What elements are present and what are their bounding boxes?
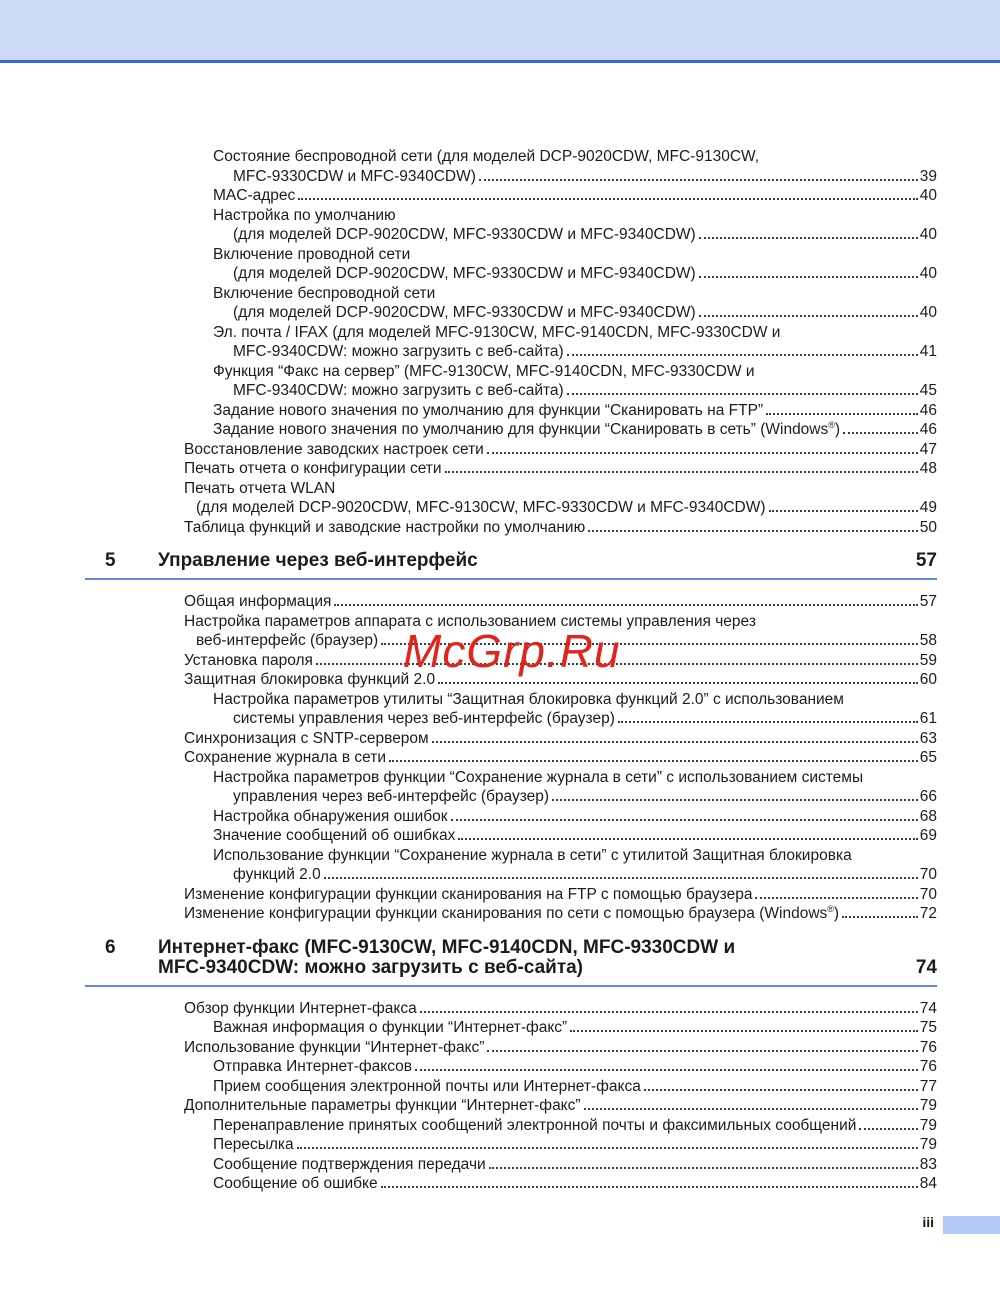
- toc-entry-page: 40: [919, 226, 937, 243]
- toc-entry: [85, 846, 937, 866]
- toc-entry-text: Эл. почта / IFAX (для моделей MFC-9130CW, MFC-9140CDN, MFC-9330CDW и: [213, 323, 781, 341]
- dot-leader: [766, 413, 918, 415]
- toc-entry-text: Состояние беспроводной сети (для моделей DCP-9020CDW, MFC-9130CW,: [213, 148, 760, 165]
- toc-entry-text: Таблица функций и заводские настройки по умолчанию: [184, 518, 586, 536]
- toc-entry: [85, 1155, 937, 1175]
- section-number: 5: [105, 550, 116, 571]
- toc-entry: [85, 729, 937, 749]
- toc-entry-text: функций 2.0: [233, 866, 321, 883]
- toc-entry-page: 77: [919, 1077, 937, 1095]
- toc-entry: [85, 147, 937, 167]
- toc-entry: [85, 459, 937, 479]
- toc-entry: [85, 284, 937, 304]
- toc-entry: [85, 999, 937, 1019]
- dot-leader: [552, 799, 918, 801]
- toc-entry: [85, 709, 937, 729]
- toc-entry-page: 70: [919, 866, 937, 883]
- toc-entry-text: Настройка параметров аппарата с использованием системы управления через: [184, 612, 756, 630]
- toc-entry-page: 46: [919, 401, 937, 419]
- dot-leader: [584, 1108, 918, 1110]
- toc-entry-page: 76: [919, 1038, 937, 1056]
- dot-leader: [487, 452, 918, 454]
- dot-leader: [570, 1030, 918, 1032]
- dot-leader: [567, 393, 918, 395]
- toc-entry-text: Задание нового значения по умолчанию для функции “Сканировать в сеть” (Windows®): [213, 419, 841, 438]
- toc-entry-text: Синхронизация с SNTP-сервером: [184, 729, 429, 747]
- dot-leader: [769, 510, 918, 512]
- toc-entry-text: Значение сообщений об ошибках: [213, 827, 456, 844]
- toc-entry: [85, 381, 937, 401]
- toc-entry-text: Перенаправление принятых сообщений электронной почты и факсимильных сообщений: [213, 1116, 857, 1134]
- toc-entry: [85, 690, 937, 710]
- toc-entry: [85, 826, 937, 846]
- toc-entry-text: Важная информация о функции “Интернет-факс”: [213, 1019, 568, 1036]
- toc-entry-text: Прием сообщения электронной почты или Интернет-факса: [213, 1077, 641, 1095]
- toc-entry-page: 49: [919, 499, 937, 516]
- toc-entry: [85, 1077, 937, 1097]
- toc-entry-text: Общая информация: [184, 593, 332, 610]
- toc-entry-text: MFC-9340CDW: можно загрузить с веб-сайта): [233, 382, 564, 399]
- dot-leader: [843, 432, 918, 434]
- toc-entry: [85, 440, 937, 460]
- section-entries: [85, 999, 937, 1194]
- toc-entry-text: Отправка Интернет-факсов: [213, 1058, 412, 1075]
- dot-leader: [415, 1069, 918, 1071]
- toc-entry: [85, 885, 937, 905]
- toc-entry: [85, 225, 937, 245]
- section-heading: [85, 938, 937, 978]
- toc-entry: [85, 787, 937, 807]
- toc-entry-text: MFC-9330CDW и MFC-9340CDW): [233, 167, 476, 185]
- toc-entry: [85, 518, 937, 538]
- toc-entry-page: 83: [919, 1155, 937, 1173]
- toc-entry-text: Изменение конфигурации функции сканирования по сети с помощью браузера (Windows®): [184, 903, 840, 922]
- dot-leader: [389, 760, 918, 762]
- toc-entry-page: 40: [919, 304, 937, 321]
- toc-entry: [85, 904, 937, 924]
- toc-entry: [85, 1096, 937, 1116]
- toc-entry-text: Печать отчета о конфигурации сети: [184, 460, 442, 477]
- toc-entry-text: (для моделей DCP-9020CDW, MFC-9130CW, MFC-9330CDW и MFC-9340CDW): [196, 499, 766, 516]
- dot-leader: [420, 1011, 918, 1013]
- toc-entry-page: 41: [919, 343, 937, 360]
- toc-entry-page: 70: [919, 885, 937, 903]
- dot-leader: [381, 1186, 918, 1188]
- toc-entry: [85, 342, 937, 362]
- toc-entry: [85, 1135, 937, 1155]
- toc-entry-page: 50: [919, 518, 937, 536]
- toc-entry: [85, 264, 937, 284]
- section-page-number: 74: [915, 956, 937, 978]
- toc-entry-page: 84: [919, 1175, 937, 1192]
- toc-entry-text: Обзор функции Интернет-факса: [184, 999, 417, 1017]
- toc-entry-page: 40: [919, 187, 937, 204]
- toc-entry: [85, 768, 937, 788]
- dot-leader: [755, 897, 917, 899]
- dot-leader: [451, 819, 918, 821]
- dot-leader: [567, 354, 918, 356]
- toc-entry-page: 66: [919, 788, 937, 805]
- toc-entry-page: 74: [919, 999, 937, 1017]
- toc-entry-page: 76: [919, 1058, 937, 1075]
- toc-entry-text: Печать отчета WLAN: [184, 479, 336, 497]
- toc-entry-text: Сообщение подтверждения передачи: [213, 1155, 486, 1173]
- toc-entry: [85, 1038, 937, 1058]
- toc-entry-text: Восстановление заводских настроек сети: [184, 440, 484, 458]
- dot-leader: [432, 741, 918, 743]
- section-page-number: 57: [915, 550, 937, 571]
- toc-entry-page: 60: [919, 671, 937, 688]
- toc-entry-text: Установка пароля: [184, 651, 313, 669]
- page-number: iii: [922, 1214, 934, 1230]
- toc-entry: [85, 303, 937, 323]
- toc-entry-page: 79: [919, 1136, 937, 1153]
- dot-leader: [489, 1167, 918, 1169]
- section-title: Интернет-факс (MFC-9130CW, MFC-9140CDN, MFC-9330CDW и MFC-9340CDW: можно загрузить с веб-сайта): [158, 936, 736, 978]
- toc-entry-page: 75: [919, 1019, 937, 1036]
- toc-entry: [85, 592, 937, 612]
- dot-leader: [324, 877, 918, 879]
- toc-entry-text: Пересылка: [213, 1136, 294, 1153]
- dot-leader: [487, 1050, 917, 1052]
- toc-entry: [85, 1057, 937, 1077]
- toc-entry-text: MAC-адрес: [213, 187, 296, 204]
- toc-entry-text: Функция “Факс на сервер” (MFC-9130CW, MFC-9140CDN, MFC-9330CDW и: [213, 362, 755, 380]
- toc-entry: [85, 186, 937, 206]
- toc-entry-text: Дополнительные параметры функции “Интернет-факс”: [184, 1097, 581, 1114]
- section-rule: [85, 578, 937, 580]
- toc-entry-page: 69: [919, 827, 937, 844]
- toc-entry-text: веб-интерфейс (браузер): [196, 632, 379, 649]
- toc-entry-text: Использование функции “Интернет-факс”: [184, 1038, 485, 1056]
- toc-entry-page: 46: [919, 421, 937, 438]
- dot-leader: [438, 682, 918, 684]
- toc-entry-text: Защитная блокировка функций 2.0: [184, 671, 436, 688]
- dot-leader: [458, 838, 917, 840]
- dot-leader: [618, 721, 918, 723]
- toc-entry-text: Использование функции “Сохранение журнала в сети” с утилитой Защитная блокировка: [213, 846, 852, 864]
- toc-entry-text: системы управления через веб-интерфейс (браузер): [233, 710, 615, 727]
- toc-entry-page: 68: [919, 807, 937, 825]
- toc-entry: [85, 1174, 937, 1194]
- dot-leader: [699, 276, 918, 278]
- toc-entry: [85, 401, 937, 421]
- toc-entry: [85, 206, 937, 226]
- header-band: [0, 0, 1000, 63]
- section-entries: [85, 147, 937, 537]
- toc-entry: [85, 479, 937, 499]
- toc-entry-text: Настройка по умолчанию: [213, 206, 396, 224]
- section-rule: [85, 985, 937, 987]
- toc-entry: [85, 362, 937, 382]
- section-title: Управление через веб-интерфейс: [158, 550, 478, 571]
- dot-leader: [334, 604, 917, 606]
- toc-entry-text: Сообщение об ошибке: [213, 1175, 378, 1192]
- toc-entry: [85, 807, 937, 827]
- toc-entry: [85, 323, 937, 343]
- toc-entry: [85, 748, 937, 768]
- toc-entry-page: 61: [919, 710, 937, 727]
- toc-entry: [85, 498, 937, 518]
- toc-entry-page: 58: [919, 632, 937, 649]
- dot-leader: [588, 530, 918, 532]
- section-heading: [85, 551, 937, 571]
- toc-entry: [85, 167, 937, 187]
- dot-leader: [644, 1089, 918, 1091]
- toc-entry-page: 72: [919, 905, 937, 922]
- toc-entry-page: 59: [919, 651, 937, 669]
- toc-entry-page: 63: [919, 729, 937, 747]
- watermark: McGrp.Ru: [403, 625, 621, 677]
- footer-tab: [943, 1216, 1000, 1234]
- dot-leader: [842, 916, 918, 918]
- dot-leader: [699, 315, 918, 317]
- toc-entry-text: управления через веб-интерфейс (браузер): [233, 788, 550, 805]
- dot-leader: [445, 471, 918, 473]
- toc-entry: [85, 1018, 937, 1038]
- toc-entry: [85, 865, 937, 885]
- toc-entry-text: Настройка параметров функции “Сохранение журнала в сети” с использованием системы: [213, 768, 864, 786]
- toc-entry-page: 48: [919, 460, 937, 477]
- dot-leader: [297, 1147, 918, 1149]
- toc-entry-page: 57: [919, 593, 937, 610]
- toc-entry-text: (для моделей DCP-9020CDW, MFC-9330CDW и MFC-9340CDW): [233, 304, 696, 321]
- toc-entry-page: 79: [919, 1097, 937, 1114]
- toc-entry-page: 40: [919, 265, 937, 282]
- toc-entry-text: Включение проводной сети: [213, 245, 411, 263]
- section-number: 6: [105, 936, 116, 958]
- toc-entry-page: 45: [919, 382, 937, 399]
- toc-entry-text: (для моделей DCP-9020CDW, MFC-9330CDW и MFC-9340CDW): [233, 226, 696, 243]
- toc-entry-text: Изменение конфигурации функции сканирования на FTP с помощью браузера: [184, 885, 753, 903]
- toc-entry-text: MFC-9340CDW: можно загрузить с веб-сайта): [233, 343, 564, 360]
- toc-entry: [85, 1116, 937, 1136]
- toc-entry-page: 47: [919, 440, 937, 458]
- toc-entry-page: 39: [919, 167, 937, 185]
- toc-entry-text: Включение беспроводной сети: [213, 284, 436, 302]
- toc-entry-page: 79: [919, 1116, 937, 1134]
- dot-leader: [859, 1128, 917, 1130]
- toc-entry: [85, 245, 937, 265]
- toc-entry-text: Настройка обнаружения ошибок: [213, 807, 448, 825]
- toc-entry: [85, 420, 937, 440]
- toc-entry-page: 65: [919, 749, 937, 766]
- dot-leader: [699, 237, 918, 239]
- toc-entry-text: Настройка параметров утилиты “Защитная блокировка функций 2.0” с использованием: [213, 690, 844, 708]
- toc-entry-text: (для моделей DCP-9020CDW, MFC-9330CDW и MFC-9340CDW): [233, 265, 696, 282]
- toc-entry-text: Сохранение журнала в сети: [184, 749, 386, 766]
- dot-leader: [298, 198, 917, 200]
- dot-leader: [479, 179, 918, 181]
- toc-entry-text: Задание нового значения по умолчанию для функции “Сканировать на FTP”: [213, 401, 764, 419]
